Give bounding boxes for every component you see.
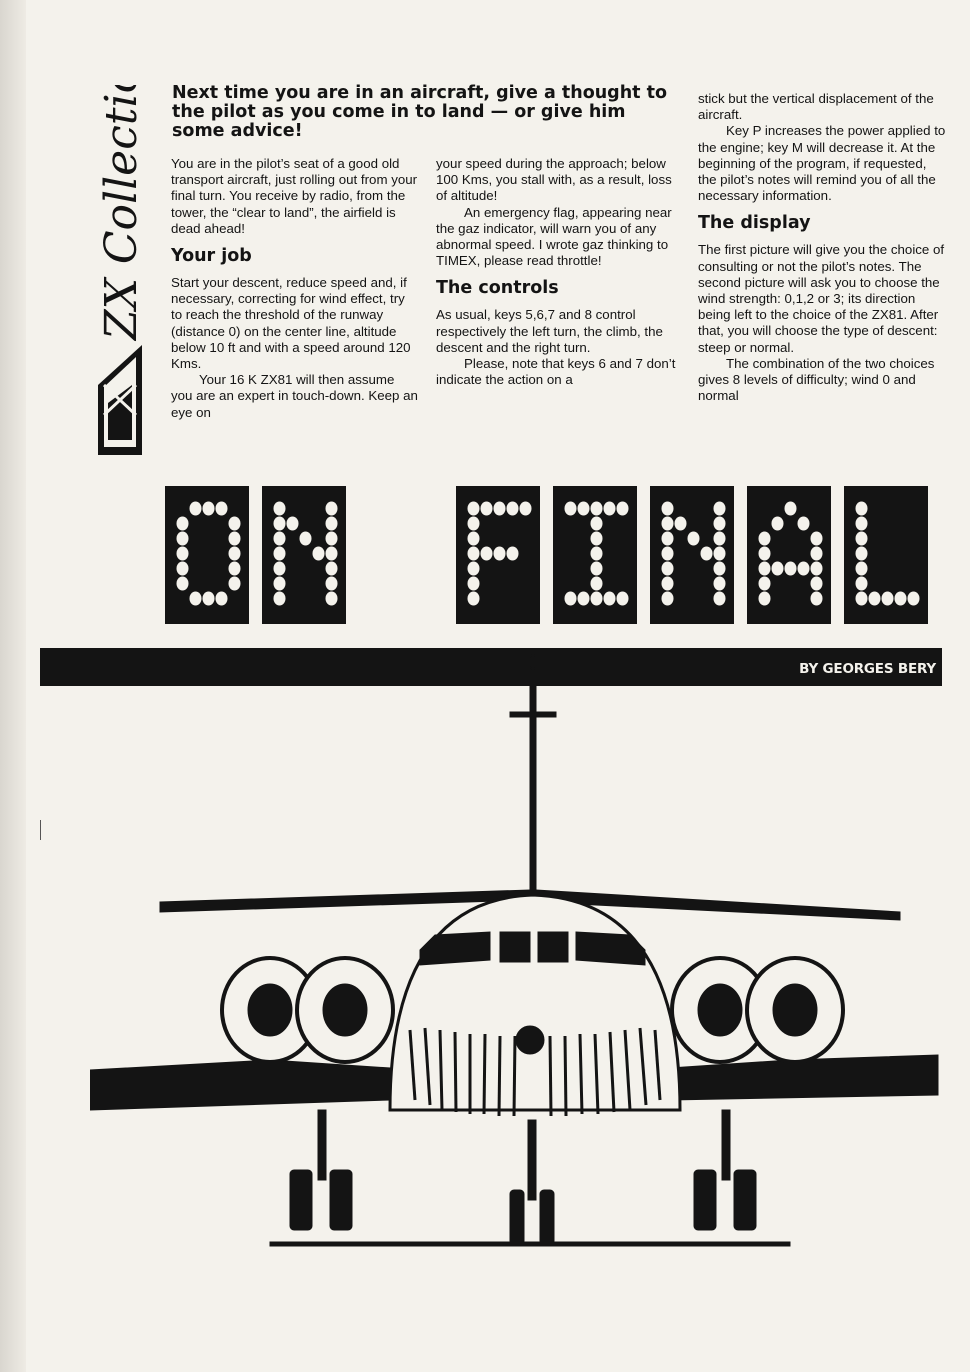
matrix-dot xyxy=(811,547,823,561)
matrix-dot xyxy=(565,502,577,516)
paragraph: Please, note that keys 6 and 7 don’t indicate the action on a xyxy=(436,356,676,388)
paragraph: Start your descent, reduce speed and, if necessary, correcting for wind effect, try to reach the threshold of the runway (distance 0) on the center line, altitude below 10 ft and with a speed around 120 Kms. xyxy=(171,275,411,372)
matrix-dot xyxy=(856,592,868,606)
matrix-dot xyxy=(313,547,325,561)
matrix-dot xyxy=(895,592,907,606)
matrix-dot xyxy=(481,547,493,561)
matrix-dot xyxy=(326,502,338,516)
matrix-dot xyxy=(856,532,868,546)
matrix-dot xyxy=(591,562,603,576)
matrix-dot xyxy=(591,517,603,531)
matrix-dot xyxy=(908,592,920,606)
intro-deck: Next time you are in an aircraft, give a thought to the pilot as you come in to land — or give him some advice! xyxy=(172,83,668,141)
matrix-dot xyxy=(326,532,338,546)
matrix-dot xyxy=(798,562,810,576)
aircraft-illustration xyxy=(90,650,940,1270)
matrix-dot xyxy=(869,592,881,606)
matrix-dot xyxy=(507,547,519,561)
matrix-dot xyxy=(468,532,480,546)
matrix-dot xyxy=(494,547,506,561)
matrix-dot xyxy=(468,577,480,591)
matrix-dot xyxy=(274,592,286,606)
matrix-dot xyxy=(662,562,674,576)
matrix-dot xyxy=(326,547,338,561)
matrix-dot xyxy=(229,532,241,546)
paragraph: stick but the vertical displacement of the aircraft. xyxy=(698,91,934,123)
paragraph: The combination of the two choices gives 8 levels of difficulty; wind 0 and normal xyxy=(698,355,935,404)
matrix-dot xyxy=(494,502,506,516)
matrix-dot xyxy=(759,592,771,606)
section-heading-your-job: Your job xyxy=(171,246,252,267)
section-heading-the-controls: The controls xyxy=(436,278,559,299)
matrix-dot xyxy=(229,562,241,576)
matrix-dot xyxy=(675,517,687,531)
matrix-dot xyxy=(759,547,771,561)
matrix-dot xyxy=(785,562,797,576)
matrix-dot xyxy=(326,562,338,576)
matrix-dot xyxy=(468,517,480,531)
matrix-dot xyxy=(591,502,603,516)
article-title xyxy=(165,486,941,624)
matrix-dot xyxy=(468,547,480,561)
matrix-dot xyxy=(287,517,299,531)
matrix-dot xyxy=(811,532,823,546)
matrix-dot xyxy=(759,532,771,546)
title-letter-tile xyxy=(262,486,346,624)
matrix-dot xyxy=(688,532,700,546)
byline: BY GEORGES BERY xyxy=(799,661,936,677)
matrix-dot xyxy=(177,562,189,576)
matrix-dot xyxy=(714,577,726,591)
matrix-dot xyxy=(662,547,674,561)
matrix-dot xyxy=(578,592,590,606)
matrix-dot xyxy=(274,577,286,591)
matrix-dot xyxy=(507,502,519,516)
matrix-dot xyxy=(856,562,868,576)
paragraph: Key P increases the power applied to the engine; key M will decrease it. At the beginning of the program, if requested, the pilot’s notes will remind you of all the necessary information. xyxy=(698,123,946,204)
title-letter-tile xyxy=(553,486,637,624)
matrix-dot xyxy=(468,562,480,576)
page-binding-edge xyxy=(0,0,26,1372)
column-1 xyxy=(171,156,419,421)
matrix-dot xyxy=(177,532,189,546)
matrix-dot xyxy=(604,592,616,606)
margin-mark xyxy=(40,820,41,840)
title-letter-tile xyxy=(650,486,734,624)
matrix-dot xyxy=(300,532,312,546)
matrix-dot xyxy=(326,517,338,531)
matrix-dot xyxy=(481,502,493,516)
matrix-dot xyxy=(856,502,868,516)
matrix-dot xyxy=(326,577,338,591)
matrix-dot xyxy=(591,547,603,561)
matrix-dot xyxy=(190,502,202,516)
matrix-dot xyxy=(714,592,726,606)
matrix-dot xyxy=(520,502,532,516)
matrix-dot xyxy=(772,517,784,531)
matrix-dot xyxy=(856,517,868,531)
logo-script: ZX Collection xyxy=(96,85,146,340)
matrix-dot xyxy=(882,592,894,606)
matrix-dot xyxy=(274,502,286,516)
matrix-dot xyxy=(274,547,286,561)
matrix-dot xyxy=(604,502,616,516)
paragraph: Your 16 K ZX81 will then assume you are an expert in touch-down. Keep an eye on xyxy=(171,372,418,420)
matrix-dot xyxy=(229,577,241,591)
matrix-dot xyxy=(785,502,797,516)
matrix-dot xyxy=(759,562,771,576)
matrix-dot xyxy=(216,592,228,606)
matrix-dot xyxy=(565,592,577,606)
title-letter-tile xyxy=(844,486,928,624)
matrix-dot xyxy=(714,532,726,546)
matrix-dot xyxy=(811,562,823,576)
paragraph: your speed during the approach; below 100 Kms, you stall with, as a result, loss of altitude! xyxy=(436,156,672,204)
matrix-dot xyxy=(811,592,823,606)
matrix-dot xyxy=(177,547,189,561)
paragraph: An emergency flag, appearing near the gaz indicator, will warn you of any abnormal speed. I wrote gaz thinking to TIMEX, please read throttle! xyxy=(436,204,672,269)
matrix-dot xyxy=(190,592,202,606)
matrix-dot xyxy=(274,532,286,546)
paragraph: As usual, keys 5,6,7 and 8 control respectively the left turn, the climb, the descent and the right turn. xyxy=(436,307,663,355)
title-letter-tile xyxy=(747,486,831,624)
matrix-dot xyxy=(203,592,215,606)
magazine-logo xyxy=(90,85,146,455)
matrix-dot xyxy=(177,517,189,531)
column-3 xyxy=(698,91,946,404)
matrix-dot xyxy=(662,532,674,546)
matrix-dot xyxy=(662,592,674,606)
matrix-dot xyxy=(274,562,286,576)
matrix-dot xyxy=(798,517,810,531)
matrix-dot xyxy=(662,517,674,531)
matrix-dot xyxy=(714,547,726,561)
matrix-dot xyxy=(578,502,590,516)
matrix-dot xyxy=(856,577,868,591)
matrix-dot xyxy=(714,517,726,531)
matrix-dot xyxy=(714,562,726,576)
matrix-dot xyxy=(177,577,189,591)
matrix-dot xyxy=(229,547,241,561)
paragraph: You are in the pilot’s seat of a good old transport aircraft, just rolling out from your final turn. You receive by radio, from the tower, the “clear to land”, the airfield is dead ahead! xyxy=(171,156,418,236)
matrix-dot xyxy=(617,592,629,606)
matrix-dot xyxy=(714,502,726,516)
matrix-dot xyxy=(701,547,713,561)
matrix-dot xyxy=(591,577,603,591)
matrix-dot xyxy=(759,577,771,591)
matrix-dot xyxy=(274,517,286,531)
matrix-dot xyxy=(811,577,823,591)
matrix-dot xyxy=(216,502,228,516)
matrix-dot xyxy=(772,562,784,576)
matrix-dot xyxy=(326,592,338,606)
matrix-dot xyxy=(468,592,480,606)
matrix-dot xyxy=(229,517,241,531)
title-letter-tile xyxy=(456,486,540,624)
matrix-dot xyxy=(203,502,215,516)
matrix-dot xyxy=(662,577,674,591)
title-letter-tile xyxy=(165,486,249,624)
section-heading-the-display: The display xyxy=(698,213,811,234)
matrix-dot xyxy=(591,592,603,606)
matrix-dot xyxy=(617,502,629,516)
matrix-dot xyxy=(591,532,603,546)
paragraph: The first picture will give you the choice of consulting or not the pilot’s notes. The second picture will ask you to choose the wind strength: 0,1,2 or 3; its direction being left to the choice of the ZX81. After that, you will choose the type of descent: steep or normal. xyxy=(698,242,945,355)
matrix-dot xyxy=(662,502,674,516)
matrix-dot xyxy=(468,502,480,516)
matrix-dot xyxy=(856,547,868,561)
column-2 xyxy=(436,156,680,388)
